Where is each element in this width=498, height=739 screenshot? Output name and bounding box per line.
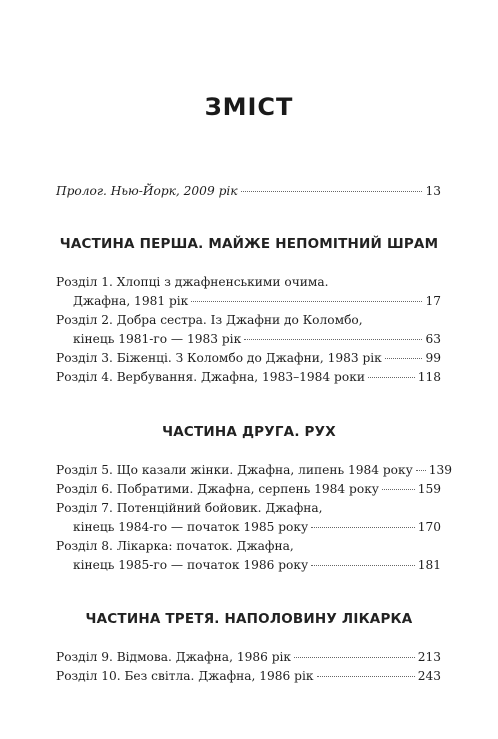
toc-entry (73, 330, 441, 348)
toc-entry (73, 292, 441, 310)
dot-leader (294, 657, 415, 658)
toc-entry-text: Розділ 8. Лікарка: початок. Джафна, (56, 539, 294, 553)
toc-entry (56, 349, 441, 367)
toc-entry-text: Розділ 7. Потенційний бойовик. Джафна, (56, 501, 323, 515)
toc-page-number: 213 (417, 650, 441, 664)
toc-page-number: 243 (417, 669, 441, 683)
toc-entry-text: Джафна, 1981 рік (73, 294, 189, 308)
toc-entry-prologue (56, 182, 441, 200)
toc-page-number: 139 (428, 463, 453, 477)
toc-entry (73, 518, 441, 536)
toc-entry-text: Розділ 2. Добра сестра. Із Джафни до Коломбо, (56, 313, 363, 327)
toc-entry-text: Розділ 3. Біженці. З Коломбо до Джафни, 1983 рік (56, 351, 382, 365)
toc-page-number: 118 (417, 370, 441, 384)
toc-entry-text: Розділ 5. Що казали жінки. Джафна, липень 1984 року (56, 463, 413, 477)
toc-entry-text: Пролог. Нью-Йорк, 2009 рік (56, 184, 238, 198)
toc-page-number: 99 (425, 351, 441, 365)
toc-entry (73, 556, 441, 574)
part-heading-1: ЧАСТИНА ПЕРША. МАЙЖЕ НЕПОМІТНИЙ ШРАМ (59, 236, 439, 252)
toc-entry (56, 648, 441, 666)
toc-page-number: 170 (417, 520, 441, 534)
dot-leader (311, 527, 415, 528)
toc-page-number: 63 (425, 332, 441, 346)
toc-entry-text: кінець 1985-го — початок 1986 року (73, 558, 309, 572)
toc-entry-text: Розділ 6. Побратими. Джафна, серпень 1984 року (56, 482, 379, 496)
toc-entry-text: Розділ 9. Відмова. Джафна, 1986 рік (56, 650, 292, 664)
toc-entry-line (56, 499, 441, 517)
dot-leader (416, 470, 426, 471)
toc-page-number: 17 (425, 294, 441, 308)
part-heading-3: ЧАСТИНА ТРЕТЯ. НАПОЛОВИНУ ЛІКАРКА (85, 611, 413, 627)
dot-leader (241, 191, 423, 192)
dot-leader (317, 676, 415, 677)
toc-entry (56, 368, 441, 386)
dot-leader (311, 565, 415, 566)
dot-leader (368, 377, 415, 378)
toc-entry-text: Розділ 4. Вербування. Джафна, 1983–1984 роки (56, 370, 365, 384)
dot-leader (385, 358, 423, 359)
part-heading-2: ЧАСТИНА ДРУГА. РУХ (162, 424, 336, 440)
toc-entry (56, 667, 441, 685)
toc-entry-text: кінець 1984-го — початок 1985 року (73, 520, 309, 534)
toc-title: ЗМІСТ (204, 93, 294, 121)
toc-entry (56, 480, 441, 498)
toc-entry-line (56, 273, 441, 291)
toc-page-number: 13 (425, 184, 441, 198)
dot-leader (191, 301, 422, 302)
toc-page-number: 181 (417, 558, 441, 572)
dot-leader (244, 339, 422, 340)
toc-entry-text: Розділ 10. Без світла. Джафна, 1986 рік (56, 669, 314, 683)
toc-entry-line (56, 537, 441, 555)
toc-entry-text: кінець 1981-го — 1983 рік (73, 332, 242, 346)
toc-entry-text: Розділ 1. Хлопці з джафненськими очима. (56, 275, 329, 289)
toc-entry (56, 461, 453, 479)
toc-entry-line (56, 311, 441, 329)
dot-leader (382, 489, 415, 490)
toc-page-number: 159 (417, 482, 441, 496)
